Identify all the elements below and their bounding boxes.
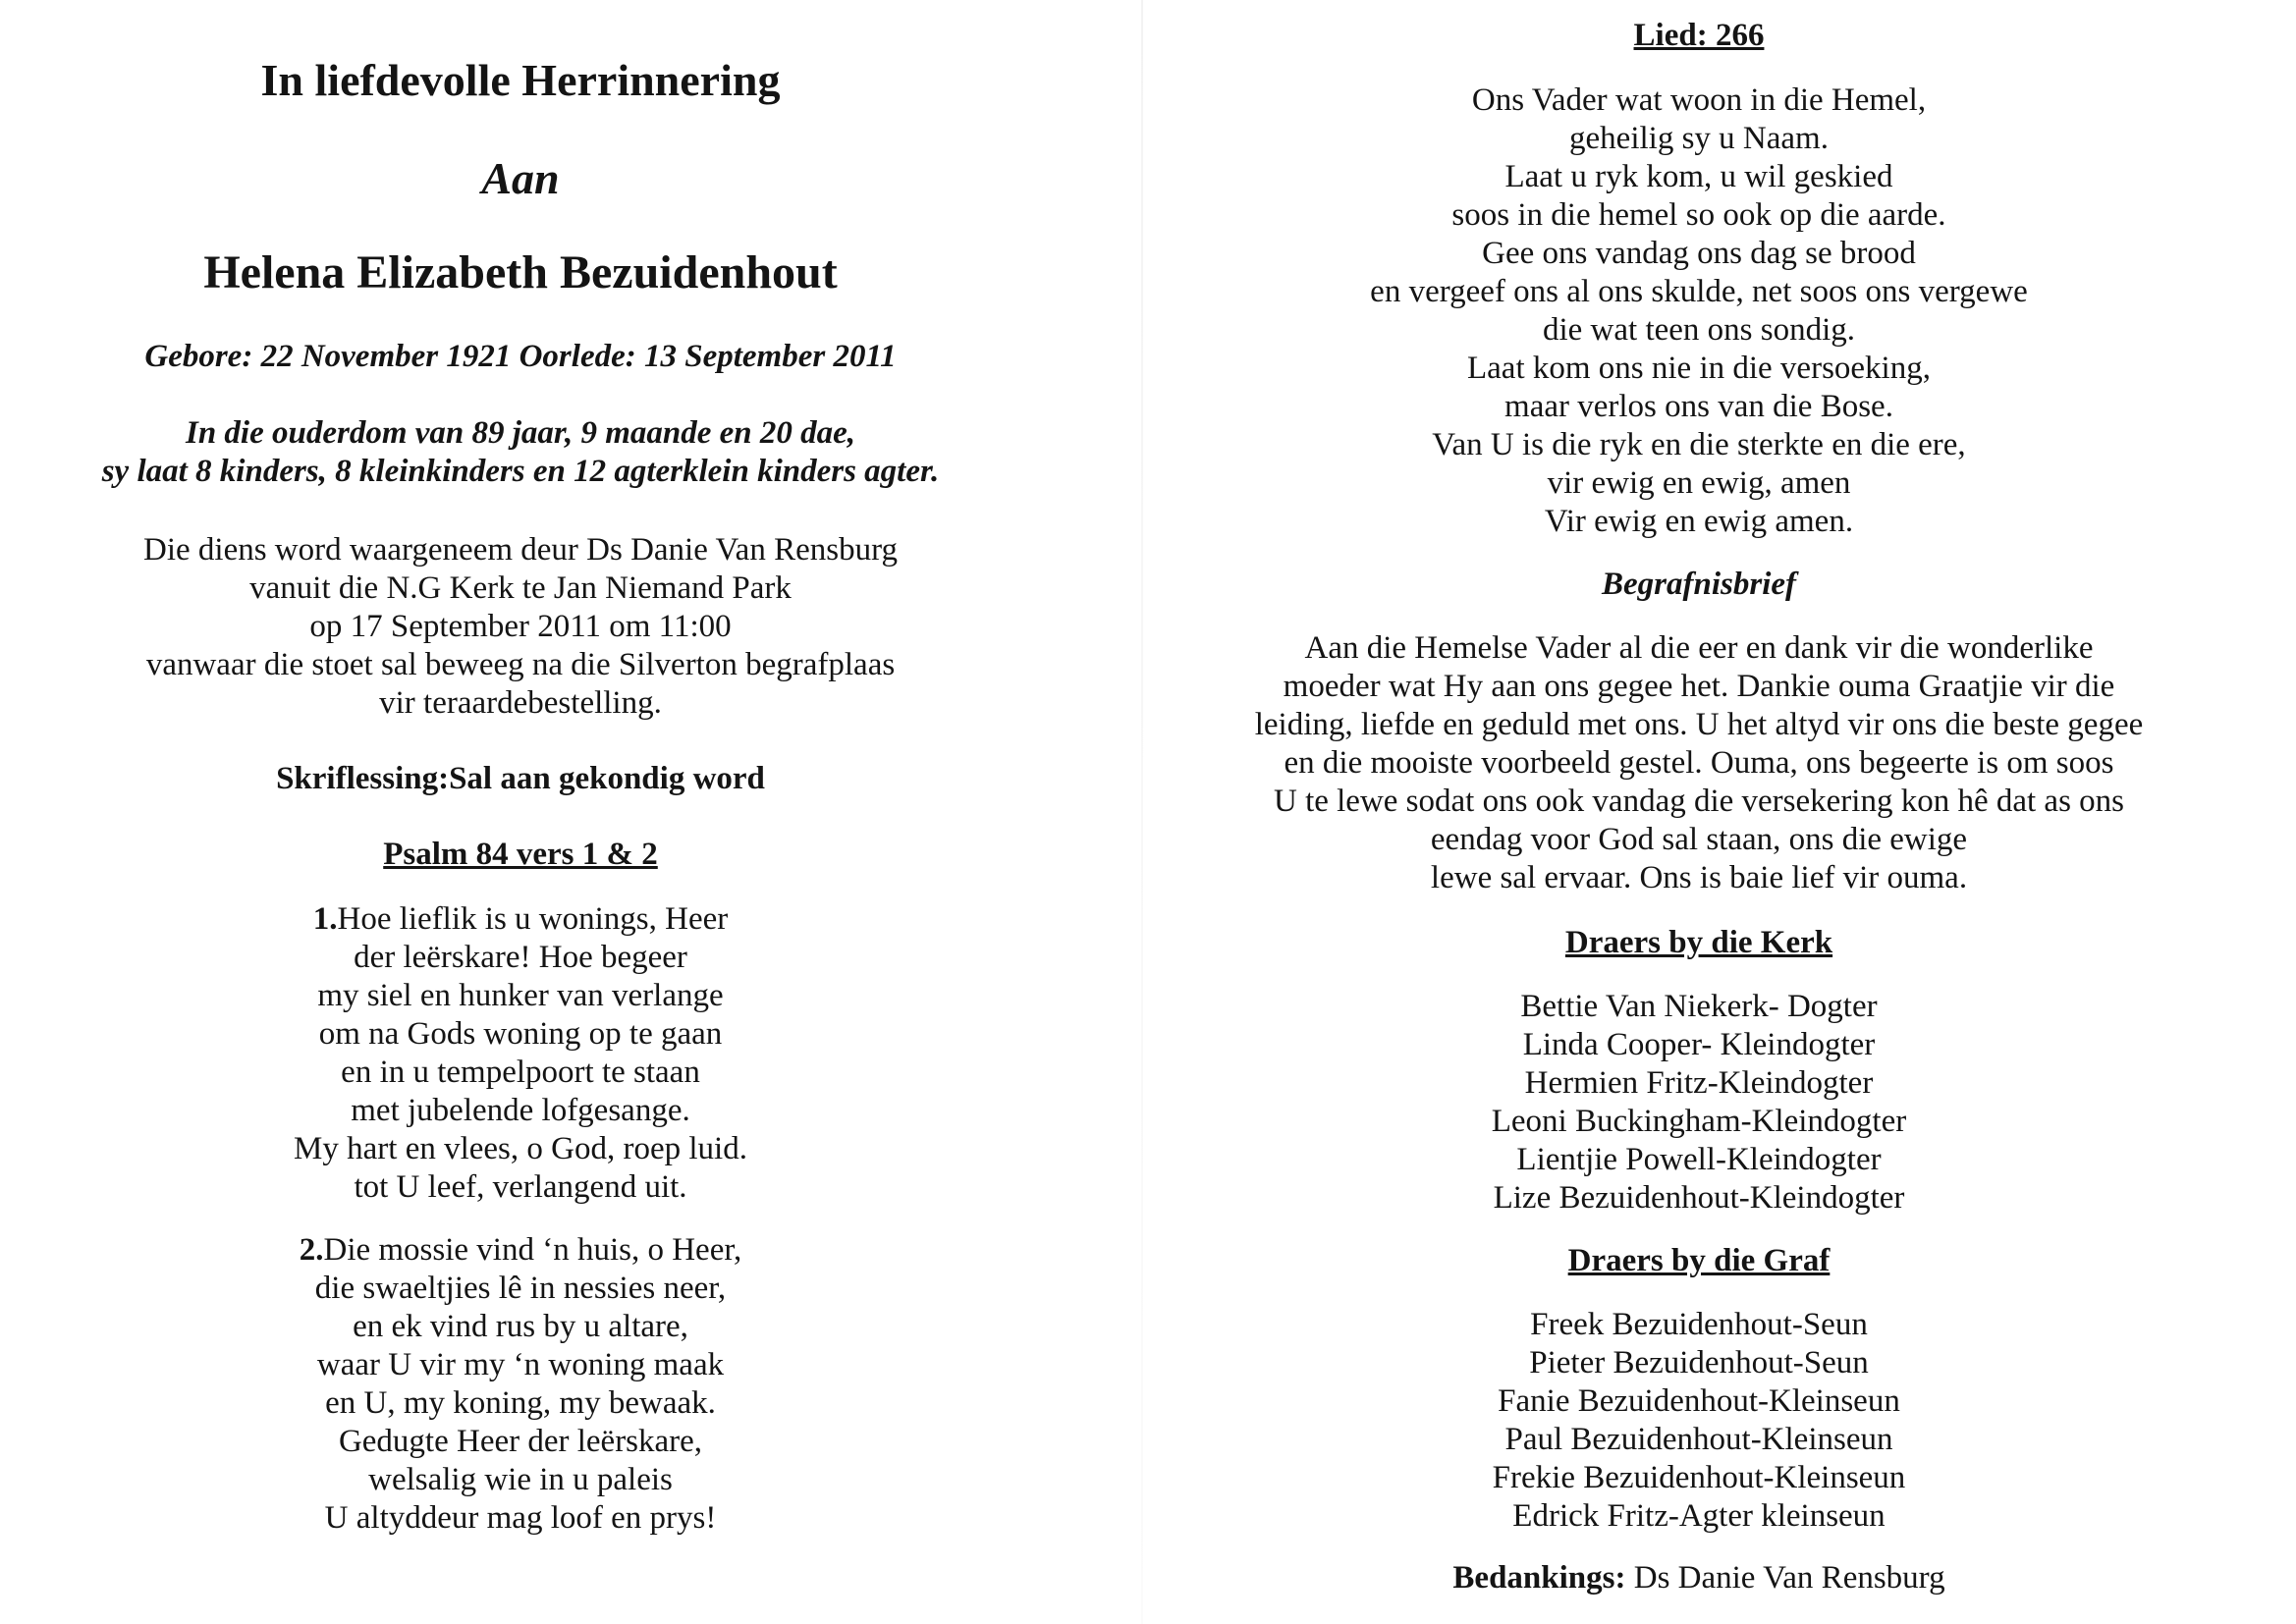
verse-line: 2.Die mossie vind ‘n huis, o Heer,: [299, 1232, 742, 1268]
verse-line: waar U vir my ‘n woning maak: [316, 1347, 725, 1382]
age-line: sy laat 8 kinders, 8 kleinkinders en 12 agterklein kinders agter.: [101, 454, 940, 489]
deceased-name: Helena Elizabeth Bezuidenhout: [203, 246, 838, 298]
verse-line: en U, my koning, my bewaak.: [325, 1385, 716, 1421]
service-line: op 17 September 2011 om 11:00: [309, 609, 732, 644]
lied-line: en vergeef ons al ons skulde, net soos ons vergewe: [1370, 274, 2028, 309]
service-details: [79, 531, 962, 723]
draers-kerk-heading: Draers by die Kerk: [1564, 925, 1833, 960]
age-line: In die ouderdom van 89 jaar, 9 maande en 20 dae,: [185, 415, 856, 451]
draers-graf-heading: Draers by die Graf: [1567, 1243, 1831, 1278]
begrafnisbrief-heading: Begrafnisbrief: [1602, 567, 1796, 602]
age-statement: [79, 414, 962, 491]
service-line: vir teraardebestelling.: [379, 685, 662, 721]
birth-death-dates: Gebore: 22 November 1921 Oorlede: 13 September 2011: [144, 339, 897, 374]
lied-line: Laat kom ons nie in die versoeking,: [1467, 351, 1931, 386]
verse-line: en in u tempelpoort te staan: [341, 1055, 700, 1090]
verse-line: U altyddeur mag loof en prys!: [324, 1500, 717, 1536]
lied-line: Gee ons vandag ons dag se brood: [1482, 236, 1916, 271]
verse-line: en ek vind rus by u altare,: [353, 1309, 688, 1344]
verse-line: met jubelende lofgesange.: [351, 1093, 690, 1128]
bearer-name: Fanie Bezuidenhout-Kleinseun: [1498, 1383, 1900, 1419]
aan-heading: Aan: [481, 153, 560, 203]
verse-line: Gedugte Heer der leërskare,: [338, 1424, 703, 1459]
bearer-name: Hermien Fritz-Kleindogter: [1524, 1065, 1874, 1101]
verse-line: die swaeltjies lê in nessies neer,: [314, 1271, 727, 1306]
verse-line: der leërskare! Hoe begeer: [354, 940, 687, 975]
brief-line: lewe sal ervaar. Ons is baie lief vir ouma.: [1430, 860, 1968, 895]
lied-line: die wat teen ons sondig.: [1542, 312, 1856, 348]
lied-line: Vir ewig en ewig amen.: [1544, 504, 1854, 539]
brief-line: eendag voor God sal staan, ons die ewige: [1430, 822, 1968, 857]
verse-number: 2.: [299, 1232, 324, 1268]
bedankings-label: Bedankings:: [1452, 1560, 1626, 1596]
lied-line: geheilig sy u Naam.: [1569, 121, 1829, 156]
psalm-verse-2: [79, 1231, 962, 1538]
bearer-name: Frekie Bezuidenhout-Kleinseun: [1492, 1460, 1906, 1495]
memorial-title: In liefdevolle Herrinnering: [260, 55, 781, 105]
lied-line: vir ewig en ewig, amen: [1547, 465, 1851, 501]
bearer-name: Bettie Van Niekerk- Dogter: [1520, 989, 1878, 1024]
bearer-name: Pieter Bezuidenhout-Seun: [1529, 1345, 1869, 1380]
lied-line: soos in die hemel so ook op die aarde.: [1451, 197, 1946, 233]
verse-line: om na Gods woning op te gaan: [318, 1016, 723, 1052]
lied-line: maar verlos ons van die Bose.: [1504, 389, 1893, 424]
lied-text: [1218, 81, 2180, 541]
service-line: vanuit die N.G Kerk te Jan Niemand Park: [249, 570, 792, 606]
bearer-name: Leoni Buckingham-Kleindogter: [1491, 1104, 1907, 1139]
draers-kerk-list: [1218, 988, 2180, 1218]
bearer-name: Edrick Fritz-Agter kleinseun: [1512, 1498, 1886, 1534]
verse-number: 1.: [312, 901, 338, 937]
psalm-heading: Psalm 84 vers 1 & 2: [383, 837, 658, 872]
verse-line: 1.Hoe lieflik is u wonings, Heer: [312, 901, 729, 937]
verse-line: my siel en hunker van verlange: [317, 978, 724, 1013]
brief-line: moeder wat Hy aan ons gegee het. Dankie ouma Graatjie vir die: [1283, 669, 2115, 704]
skriflessing-heading: Skriflessing:Sal aan gekondig word: [276, 761, 765, 796]
draers-graf-list: [1218, 1306, 2180, 1536]
begrafnisbrief-text: [1218, 629, 2180, 897]
bearer-name: Paul Bezuidenhout-Kleinseun: [1504, 1422, 1893, 1457]
bearer-name: Lientjie Powell-Kleindogter: [1516, 1142, 1882, 1177]
bearer-name: Freek Bezuidenhout-Seun: [1530, 1307, 1868, 1342]
bearer-name: Linda Cooper- Kleindogter: [1522, 1027, 1876, 1062]
verse-line: My hart en vlees, o God, roep luid.: [294, 1131, 747, 1166]
service-line: vanwaar die stoet sal beweeg na die Silverton begrafplaas: [145, 647, 896, 682]
verse-line: tot U leef, verlangend uit.: [354, 1169, 687, 1205]
lied-line: Ons Vader wat woon in die Hemel,: [1471, 82, 1927, 118]
lied-line: Van U is die ryk en die sterkte en die ere,: [1432, 427, 1966, 462]
brief-line: leiding, liefde en geduld met ons. U het altyd vir ons die beste gegee: [1254, 707, 2144, 742]
bedankings-line: [1218, 1559, 2180, 1597]
brief-line: U te lewe sodat ons ook vandag die versekering kon hê dat as ons: [1273, 784, 2125, 819]
lied-heading: Lied: 266: [1633, 18, 1765, 53]
psalm-verse-1: [79, 900, 962, 1207]
bearer-name: Lize Bezuidenhout-Kleindogter: [1493, 1180, 1905, 1216]
brief-line: en die mooiste voorbeeld gestel. Ouma, ons begeerte is om soos: [1284, 745, 2114, 781]
service-line: Die diens word waargeneem deur Ds Danie Van Rensburg: [143, 532, 898, 568]
brief-line: Aan die Hemelse Vader al die eer en dank vir die wonderlike: [1304, 630, 2094, 666]
bedankings-value: Ds Danie Van Rensburg: [1625, 1560, 1945, 1596]
page-fold: [1141, 0, 1143, 1624]
lied-line: Laat u ryk kom, u wil geskied: [1504, 159, 1893, 194]
verse-line: welsalig wie in u paleis: [368, 1462, 673, 1497]
